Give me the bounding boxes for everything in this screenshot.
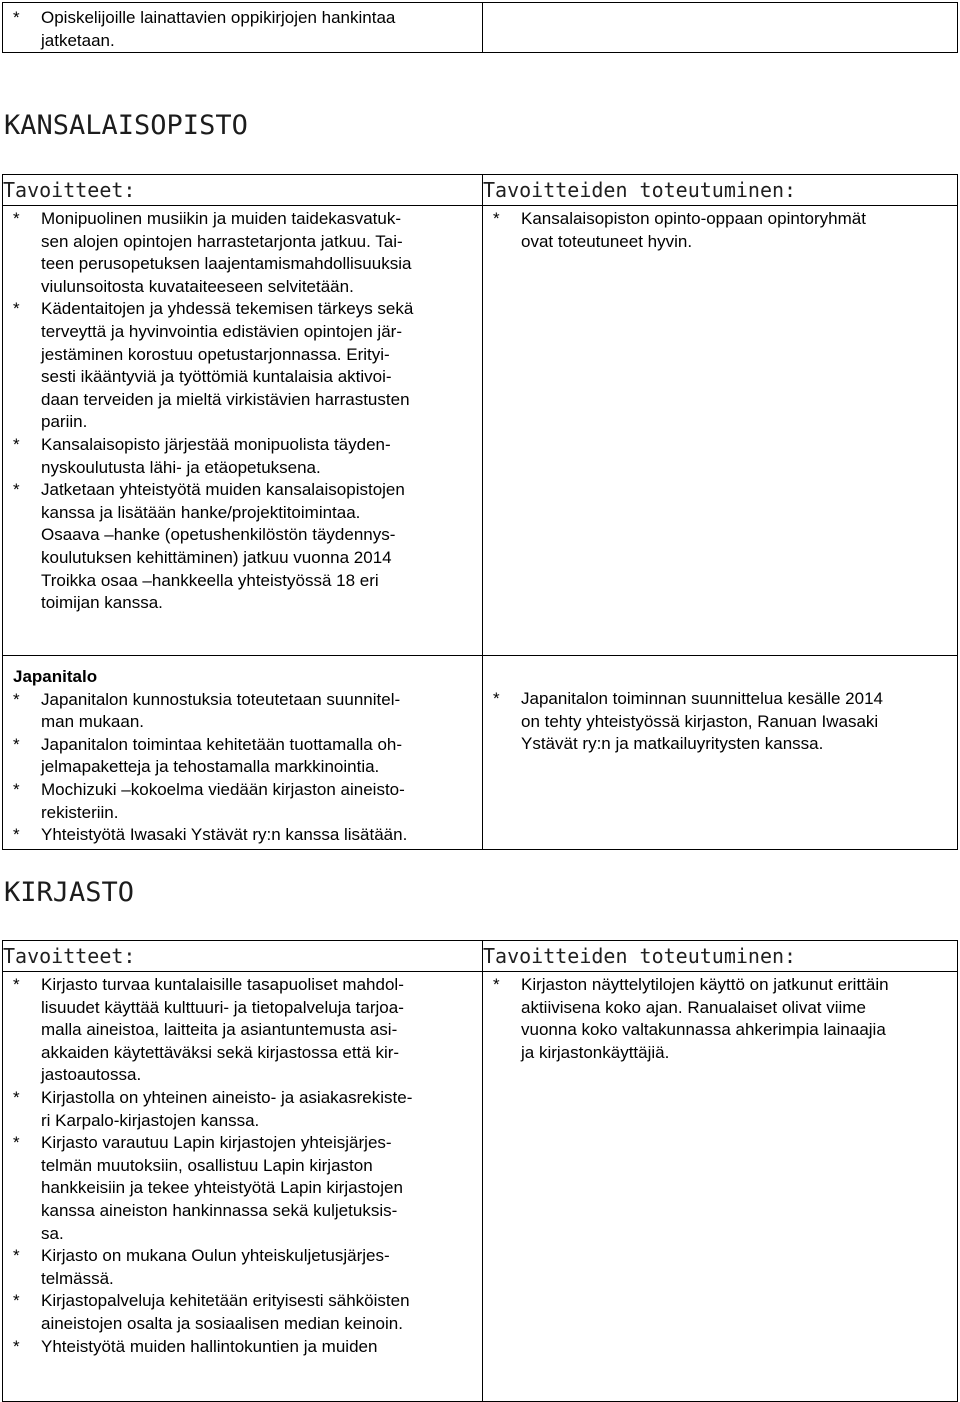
japanitalo-goal-item: * Japanitalon toimintaa kehitetään tuottamalla oh- jelmapaketteja ja tehostamalla markkinointia. [13, 734, 403, 777]
goals-header: Tavoitteet: [3, 175, 483, 206]
goals-cell [3, 206, 483, 656]
japanitalo-goal-item: * Japanitalon kunnostuksia toteutetaan suunnitel- man mukaan. [13, 689, 401, 732]
result-item: * Kansalaisopiston opinto-oppaan opintoryhmät ovat toteutuneet hyvin. [493, 209, 866, 251]
japanitalo-results-cell [483, 656, 958, 850]
goal-item: * Kirjasto on mukana Oulun yhteiskuljetusjärjes- telmässä. [13, 1246, 390, 1288]
japanitalo-goal-item: * Yhteistyötä Iwasaki Ystävät ry:n kanssa lisätään. [13, 825, 408, 845]
section-title-kansalaisopisto: KANSALAISOPISTO [4, 110, 248, 141]
results-cell [483, 972, 958, 1402]
goal-item: * Yhteistyötä muiden hallintokuntien ja muiden [13, 1336, 378, 1356]
goal-continuation: Osaava –hanke (opetushenkilöstön täydennys- koulutuksen kehittäminen) jatkuu vuonna 2014 Troikka osaa –hankkeella yhteistyössä 18 eri toimijan kanssa. [41, 525, 396, 613]
results-cell [483, 206, 958, 656]
goal-item: * Kirjastolla on yhteinen aineisto- ja asiakasrekiste- ri Karpalo-kirjastojen kanssa. [13, 1087, 413, 1130]
goal-item: * Kirjasto varautuu Lapin kirjastojen yhteisjärjes- telmän muutoksiin, osallistuu Lapin kirjaston hankkeisiin ja tekee yhteistyötä Lapin kirjastojen kanssa aineiston hankinnassa sekä kuljetuksis- sa. [13, 1133, 403, 1243]
goal-item: * Jatketaan yhteistyötä muiden kansalaisopistojen kanssa ja lisätään hanke/projektitoimintaa. [13, 480, 405, 522]
results-header: Tavoitteiden toteutuminen: [483, 941, 958, 972]
section-title-kirjasto: KIRJASTO [4, 877, 135, 908]
top-table-left-cell [3, 3, 483, 53]
result-item: * Kirjaston näyttelytilojen käyttö on jatkunut erittäin aktiivisena koko ajan. Ranualaiset olivat viime vuonna koko valtakunnassa ahkerimpia lainaajia ja kirjastonkäyttäjiä. [493, 975, 889, 1062]
japanitalo-heading: Japanitalo [13, 667, 98, 686]
kansalaisopisto-table [2, 174, 958, 850]
top-table [2, 2, 958, 53]
goal-item: * Kädentaitojen ja yhdessä tekemisen tärkeys sekä terveyttä ja hyvinvointia edistävien opintojen jär- jestäminen korostuu opetustarjonnassa. Erityi- sesti ikääntyviä ja työttömiä kuntalaisia aktivoi- daan terveiden ja mieltä virkistävien harrastusten pariin. [13, 299, 414, 432]
goals-header: Tavoitteet: [3, 941, 483, 972]
top-table-text: Opiskelijoille lainattavien oppikirjojen hankintaa jatketaan. [41, 8, 396, 50]
goal-item: * Kansalaisopisto järjestää monipuolista täyden- nyskoulutusta lähi- ja etäopetuksena. [13, 434, 391, 477]
japanitalo-result-item: * Japanitalon toiminnan suunnittelua kesälle 2014 on tehty yhteistyössä kirjaston, Ranuan Iwasaki Ystävät ry:n ja matkailuyritysten kanssa. [493, 689, 883, 754]
list-item: * Opiskelijoille lainattavien oppikirjojen hankintaa jatketaan. [13, 8, 396, 50]
goal-item: * Kirjastopalveluja kehitetään erityisesti sähköisten aineistojen osalta ja sosiaalisen median keinoin. [13, 1291, 410, 1333]
japanitalo-goals-cell [3, 656, 483, 850]
goals-cell [3, 972, 483, 1402]
kirjasto-table [2, 940, 958, 1402]
goal-item: * Monipuolinen musiikin ja muiden taidekasvatuk- sen alojen opintojen harrastetarjonta jatkuu. Tai- teen perusopetuksen laajentamismahdollisuuksia viulunsoitosta kuvataiteeseen selvitetään. [13, 209, 412, 296]
top-table-right-cell [483, 3, 958, 53]
japanitalo-goal-item: * Mochizuki –kokoelma viedään kirjaston aineisto- rekisteriin. [13, 779, 405, 822]
results-header: Tavoitteiden toteutuminen: [483, 175, 958, 206]
goal-item: * Kirjasto turvaa kuntalaisille tasapuoliset mahdol- lisuudet käyttää kulttuuri- ja tietopalveluja tarjoa- malla aineistoa, laitteita ja asiantuntemusta asi- akkaiden käytettäväksi sekä kirjastossa että kir- jastoautossa. [13, 975, 404, 1085]
